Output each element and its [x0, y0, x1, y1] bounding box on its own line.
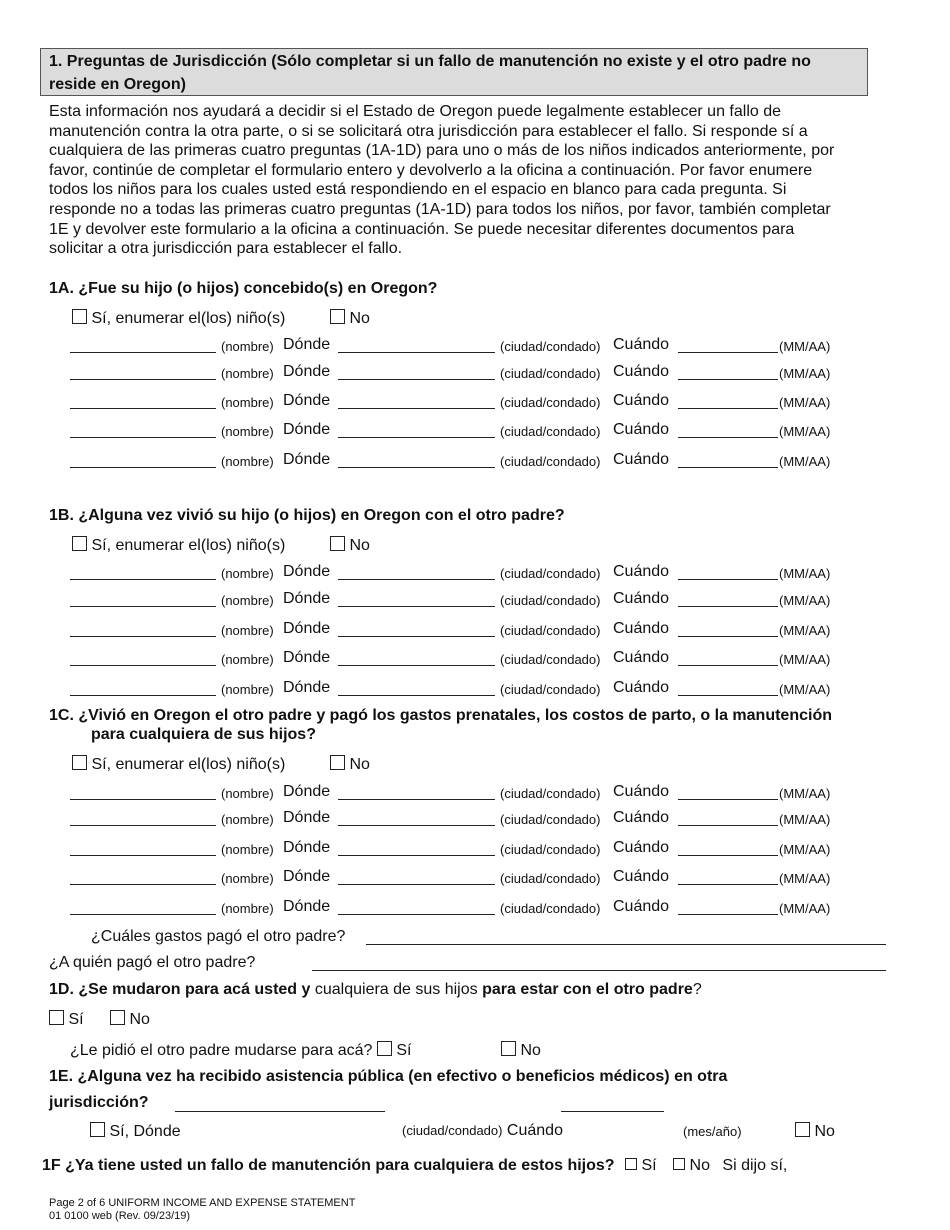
q1d-followup-yes-label: Sí [396, 1042, 412, 1059]
q1b-donde-label: Dónde [283, 620, 331, 637]
q1d-followup-label: ¿Le pidió el otro padre mudarse para acá? [70, 1042, 373, 1059]
q1a-donde-label: Dónde [283, 451, 331, 468]
q1c-where-field[interactable] [338, 884, 495, 885]
q1a-child-name-field[interactable] [70, 467, 216, 468]
intro-line: 1E y devolver este formulario a la oficina a continuación. Se puede necesitar diferentes documentos para [49, 220, 795, 238]
q1c-mmaa-label: (MM/AA) [779, 812, 831, 827]
footer-line1: Page 2 of 6 UNIFORM INCOME AND EXPENSE STATEMENT [49, 1197, 356, 1209]
intro-paragraph [49, 102, 899, 259]
q1c-nombre-label: (nombre) [221, 812, 274, 827]
q1a-cuando-label: Cuándo [613, 451, 670, 468]
q1c-no-checkbox[interactable] [330, 755, 345, 770]
q1b-cuando-label: Cuándo [613, 563, 670, 580]
q1c-cuando-label: Cuándo [613, 783, 670, 800]
q1a-where-field[interactable] [338, 352, 495, 353]
q1b-when-field[interactable] [678, 606, 778, 607]
q1c-no-label: No [349, 756, 370, 773]
q1d-followup-no-option[interactable] [501, 1041, 541, 1060]
q1c-child-name-field[interactable] [70, 914, 216, 915]
q1c-where-field[interactable] [338, 855, 495, 856]
q1b-cuando-label: Cuándo [613, 679, 670, 696]
q1b-where-field[interactable] [338, 665, 495, 666]
question-1e-line1: 1E. ¿Alguna vez ha recibido asistencia pública (en efectivo o beneficios médicos) en otra [49, 1068, 728, 1085]
intro-line: todos los niños para los cuales usted está respondiendo en el espacio en blanco para cada pregunta. Si [49, 181, 787, 199]
q1c-donde-label: Dónde [283, 809, 331, 826]
q1f-yes-checkbox[interactable] [625, 1158, 637, 1170]
q1c-nombre-label: (nombre) [221, 871, 274, 886]
q1c-where-field[interactable] [338, 825, 495, 826]
q1b-mmaa-label: (MM/AA) [779, 593, 831, 608]
q1d-no-option[interactable] [110, 1010, 150, 1029]
q1c-cuando-label: Cuándo [613, 898, 670, 915]
q1c-child-name-field[interactable] [70, 855, 216, 856]
q1b-mmaa-label: (MM/AA) [779, 682, 831, 697]
intro-line: favor, continúe de completar el formulario entero y devolverlo a la oficina a continuación. Por favor enumere [49, 161, 813, 179]
q1c-paid-to-field[interactable] [312, 970, 886, 971]
q1b-when-field[interactable] [678, 695, 778, 696]
q1d-yes-option[interactable] [49, 1010, 84, 1029]
q1c-no-option[interactable] [330, 755, 370, 774]
q1b-yes-option[interactable] [72, 536, 285, 555]
question-1a: 1A. ¿Fue su hijo (o hijos) concebido(s) en Oregon? [49, 280, 438, 297]
q1b-donde-label: Dónde [283, 563, 331, 580]
q1b-nombre-label: (nombre) [221, 652, 274, 667]
q1d-bold1: 1D. ¿Se mudaron para acá usted y [49, 981, 311, 998]
q1a-child-name-field[interactable] [70, 408, 216, 409]
q1c-donde-label: Dónde [283, 898, 331, 915]
q1c-child-name-field[interactable] [70, 825, 216, 826]
q1c-donde-label: Dónde [283, 839, 331, 856]
q1a-cuando-label: Cuándo [613, 392, 670, 409]
intro-line: Esta información nos ayudará a decidir si el Estado de Oregon puede legalmente establecer un fallo de [49, 103, 782, 120]
q1b-child-name-field[interactable] [70, 695, 216, 696]
q1a-mmaa-label: (MM/AA) [779, 339, 831, 354]
q1c-cuando-label: Cuándo [613, 839, 670, 856]
q1a-mmaa-label: (MM/AA) [779, 366, 831, 381]
q1a-when-field[interactable] [678, 352, 778, 353]
q1d-no-label: No [129, 1011, 150, 1028]
q1a-ciudad-label: (ciudad/condado) [500, 339, 601, 354]
q1a-donde-label: Dónde [283, 336, 331, 353]
q1f-no-checkbox[interactable] [673, 1158, 685, 1170]
q1b-no-label: No [349, 537, 370, 554]
q1c-ciudad-label: (ciudad/condado) [500, 901, 601, 916]
q1b-mmaa-label: (MM/AA) [779, 623, 831, 638]
question-1c-line1: 1C. ¿Vivió en Oregon el otro padre y pagó los gastos prenatales, los costos de parto, o la manutención [49, 707, 832, 724]
q1a-when-field[interactable] [678, 437, 778, 438]
q1e-no-checkbox[interactable] [795, 1122, 810, 1137]
q1a-donde-label: Dónde [283, 421, 331, 438]
q1b-where-field[interactable] [338, 606, 495, 607]
section-header: 1. Preguntas de Jurisdicción (Sólo completar si un fallo de manutención no existe y el otro padre no reside en Oregon) [40, 48, 868, 96]
q1a-cuando-label: Cuándo [613, 336, 670, 353]
q1c-where-field[interactable] [338, 914, 495, 915]
q1c-nombre-label: (nombre) [221, 901, 274, 916]
q1a-when-field[interactable] [678, 408, 778, 409]
q1a-yes-label: Sí, enumerar el(los) niño(s) [91, 310, 286, 327]
question-1c-line2: para cualquiera de sus hijos? [91, 726, 316, 743]
q1b-child-name-field[interactable] [70, 636, 216, 637]
q1c-mmaa-label: (MM/AA) [779, 901, 831, 916]
q1c-yes-checkbox[interactable] [72, 755, 87, 770]
q1b-donde-label: Dónde [283, 679, 331, 696]
q1f-question: 1F ¿Ya tiene usted un fallo de manutención para cualquiera de estos hijos? [42, 1157, 615, 1174]
q1b-donde-label: Dónde [283, 590, 331, 607]
q1d-end: ? [692, 981, 702, 998]
q1b-nombre-label: (nombre) [221, 593, 274, 608]
q1a-where-field[interactable] [338, 379, 495, 380]
q1c-nombre-label: (nombre) [221, 786, 274, 801]
q1b-nombre-label: (nombre) [221, 682, 274, 697]
q1c-when-field[interactable] [678, 914, 778, 915]
q1d-followup-yes-checkbox[interactable] [377, 1041, 392, 1056]
question-1d [49, 981, 702, 999]
q1a-child-name-field[interactable] [70, 352, 216, 353]
q1c-expenses-label: ¿Cuáles gastos pagó el otro padre? [91, 928, 346, 945]
q1a-mmaa-label: (MM/AA) [779, 454, 831, 469]
q1b-ciudad-label: (ciudad/condado) [500, 566, 601, 581]
q1f-yes-label: Sí [641, 1157, 657, 1174]
q1a-no-checkbox[interactable] [330, 309, 345, 324]
q1b-ciudad-label: (ciudad/condado) [500, 593, 601, 608]
q1c-donde-label: Dónde [283, 868, 331, 885]
q1c-when-field[interactable] [678, 855, 778, 856]
q1c-when-field[interactable] [678, 884, 778, 885]
q1e-yes-option[interactable] [90, 1122, 181, 1141]
q1b-when-field[interactable] [678, 579, 778, 580]
q1a-mmaa-label: (MM/AA) [779, 395, 831, 410]
q1d-followup-no-label: No [520, 1042, 541, 1059]
q1a-child-name-field[interactable] [70, 437, 216, 438]
q1c-nombre-label: (nombre) [221, 842, 274, 857]
q1e-yes-label: Sí, Dónde [109, 1123, 181, 1140]
q1d-followup-no-checkbox[interactable] [501, 1041, 516, 1056]
q1c-mmaa-label: (MM/AA) [779, 842, 831, 857]
q1c-mmaa-label: (MM/AA) [779, 786, 831, 801]
q1a-yes-option[interactable] [72, 309, 285, 328]
q1b-no-checkbox[interactable] [330, 536, 345, 551]
q1a-ciudad-label: (ciudad/condado) [500, 424, 601, 439]
q1a-mmaa-label: (MM/AA) [779, 424, 831, 439]
q1f-no-label: No [689, 1157, 710, 1174]
q1a-nombre-label: (nombre) [221, 366, 274, 381]
q1e-ciudad-label: (ciudad/condado) [402, 1123, 503, 1138]
question-1e-line2: jurisdicción? [49, 1094, 149, 1111]
q1c-where-field[interactable] [338, 799, 495, 800]
q1b-ciudad-label: (ciudad/condado) [500, 652, 601, 667]
q1e-when-field[interactable] [561, 1111, 664, 1112]
q1a-donde-label: Dónde [283, 392, 331, 409]
q1b-no-option[interactable] [330, 536, 370, 555]
q1d-no-checkbox[interactable] [110, 1010, 125, 1025]
q1b-when-field[interactable] [678, 636, 778, 637]
q1a-where-field[interactable] [338, 467, 495, 468]
q1a-ciudad-label: (ciudad/condado) [500, 454, 601, 469]
intro-line: responde no a todas las primeras cuatro preguntas (1A-1D) para todos los niños, por favor, también completar [49, 200, 831, 218]
q1a-cuando-label: Cuándo [613, 421, 670, 438]
q1b-where-field[interactable] [338, 636, 495, 637]
q1c-cuando-label: Cuándo [613, 809, 670, 826]
q1b-child-name-field[interactable] [70, 606, 216, 607]
question-1f [42, 1157, 787, 1175]
q1b-mmaa-label: (MM/AA) [779, 566, 831, 581]
q1a-nombre-label: (nombre) [221, 395, 274, 410]
q1c-yes-label: Sí, enumerar el(los) niño(s) [91, 756, 286, 773]
q1b-cuando-label: Cuándo [613, 649, 670, 666]
q1b-child-name-field[interactable] [70, 665, 216, 666]
q1f-tail: Si dijo sí, [722, 1157, 788, 1174]
q1b-where-field[interactable] [338, 579, 495, 580]
intro-line: manutención contra la otra parte, o si se solicitará otra jurisdicción para establecer el fallo. Si responde sí a [49, 122, 808, 140]
q1b-ciudad-label: (ciudad/condado) [500, 682, 601, 697]
q1c-ciudad-label: (ciudad/condado) [500, 871, 601, 886]
q1a-nombre-label: (nombre) [221, 339, 274, 354]
q1b-ciudad-label: (ciudad/condado) [500, 623, 601, 638]
q1e-no-option[interactable] [795, 1122, 835, 1141]
q1a-nombre-label: (nombre) [221, 424, 274, 439]
q1a-where-field[interactable] [338, 408, 495, 409]
q1a-where-field[interactable] [338, 437, 495, 438]
footer-line2: 01 0100 web (Rev. 09/23/19) [49, 1210, 191, 1222]
q1c-donde-label: Dónde [283, 783, 331, 800]
q1b-nombre-label: (nombre) [221, 623, 274, 638]
q1b-cuando-label: Cuándo [613, 620, 670, 637]
q1a-no-option[interactable] [330, 309, 370, 328]
q1a-cuando-label: Cuándo [613, 363, 670, 380]
q1d-followup [70, 1041, 411, 1060]
q1a-child-name-field[interactable] [70, 379, 216, 380]
q1b-when-field[interactable] [678, 665, 778, 666]
q1a-when-field[interactable] [678, 467, 778, 468]
q1c-when-field[interactable] [678, 799, 778, 800]
q1e-where-field[interactable] [175, 1111, 385, 1112]
q1c-child-name-field[interactable] [70, 799, 216, 800]
q1c-when-field[interactable] [678, 825, 778, 826]
q1a-no-label: No [349, 310, 370, 327]
intro-line: cualquiera de las primeras cuatro preguntas (1A-1D) para uno o más de los niños indicados anteriormente, por [49, 142, 835, 160]
q1b-yes-checkbox[interactable] [72, 536, 87, 551]
q1b-donde-label: Dónde [283, 649, 331, 666]
q1d-bold2: para estar con el otro padre [482, 981, 693, 998]
q1a-when-field[interactable] [678, 379, 778, 380]
q1a-ciudad-label: (ciudad/condado) [500, 366, 601, 381]
q1b-where-field[interactable] [338, 695, 495, 696]
q1b-mmaa-label: (MM/AA) [779, 652, 831, 667]
q1c-ciudad-label: (ciudad/condado) [500, 786, 601, 801]
q1e-yes-checkbox[interactable] [90, 1122, 105, 1137]
q1c-ciudad-label: (ciudad/condado) [500, 842, 601, 857]
q1a-yes-checkbox[interactable] [72, 309, 87, 324]
q1c-paid-to-label: ¿A quién pagó el otro padre? [49, 954, 256, 971]
q1b-nombre-label: (nombre) [221, 566, 274, 581]
page-footer [49, 1197, 355, 1223]
q1b-yes-label: Sí, enumerar el(los) niño(s) [91, 537, 286, 554]
q1d-yes-label: Sí [68, 1011, 84, 1028]
q1c-expenses-field[interactable] [366, 944, 886, 945]
question-1b: 1B. ¿Alguna vez vivió su hijo (o hijos) en Oregon con el otro padre? [49, 507, 565, 524]
q1c-child-name-field[interactable] [70, 884, 216, 885]
intro-line: solicitar a otra jurisdicción para establecer el fallo. [49, 240, 403, 258]
q1b-child-name-field[interactable] [70, 579, 216, 580]
q1b-cuando-label: Cuándo [613, 590, 670, 607]
q1d-yes-checkbox[interactable] [49, 1010, 64, 1025]
q1a-nombre-label: (nombre) [221, 454, 274, 469]
q1a-ciudad-label: (ciudad/condado) [500, 395, 601, 410]
q1c-mmaa-label: (MM/AA) [779, 871, 831, 886]
q1c-yes-option[interactable] [72, 755, 285, 774]
q1e-location-labels [402, 1122, 563, 1140]
q1d-normal: cualquiera de sus hijos [310, 981, 483, 998]
q1a-donde-label: Dónde [283, 363, 331, 380]
q1e-no-label: No [814, 1123, 835, 1140]
q1e-mesano-label: (mes/año) [683, 1124, 742, 1139]
q1c-cuando-label: Cuándo [613, 868, 670, 885]
q1c-ciudad-label: (ciudad/condado) [500, 812, 601, 827]
q1e-cuando-label: Cuándo [506, 1122, 563, 1139]
